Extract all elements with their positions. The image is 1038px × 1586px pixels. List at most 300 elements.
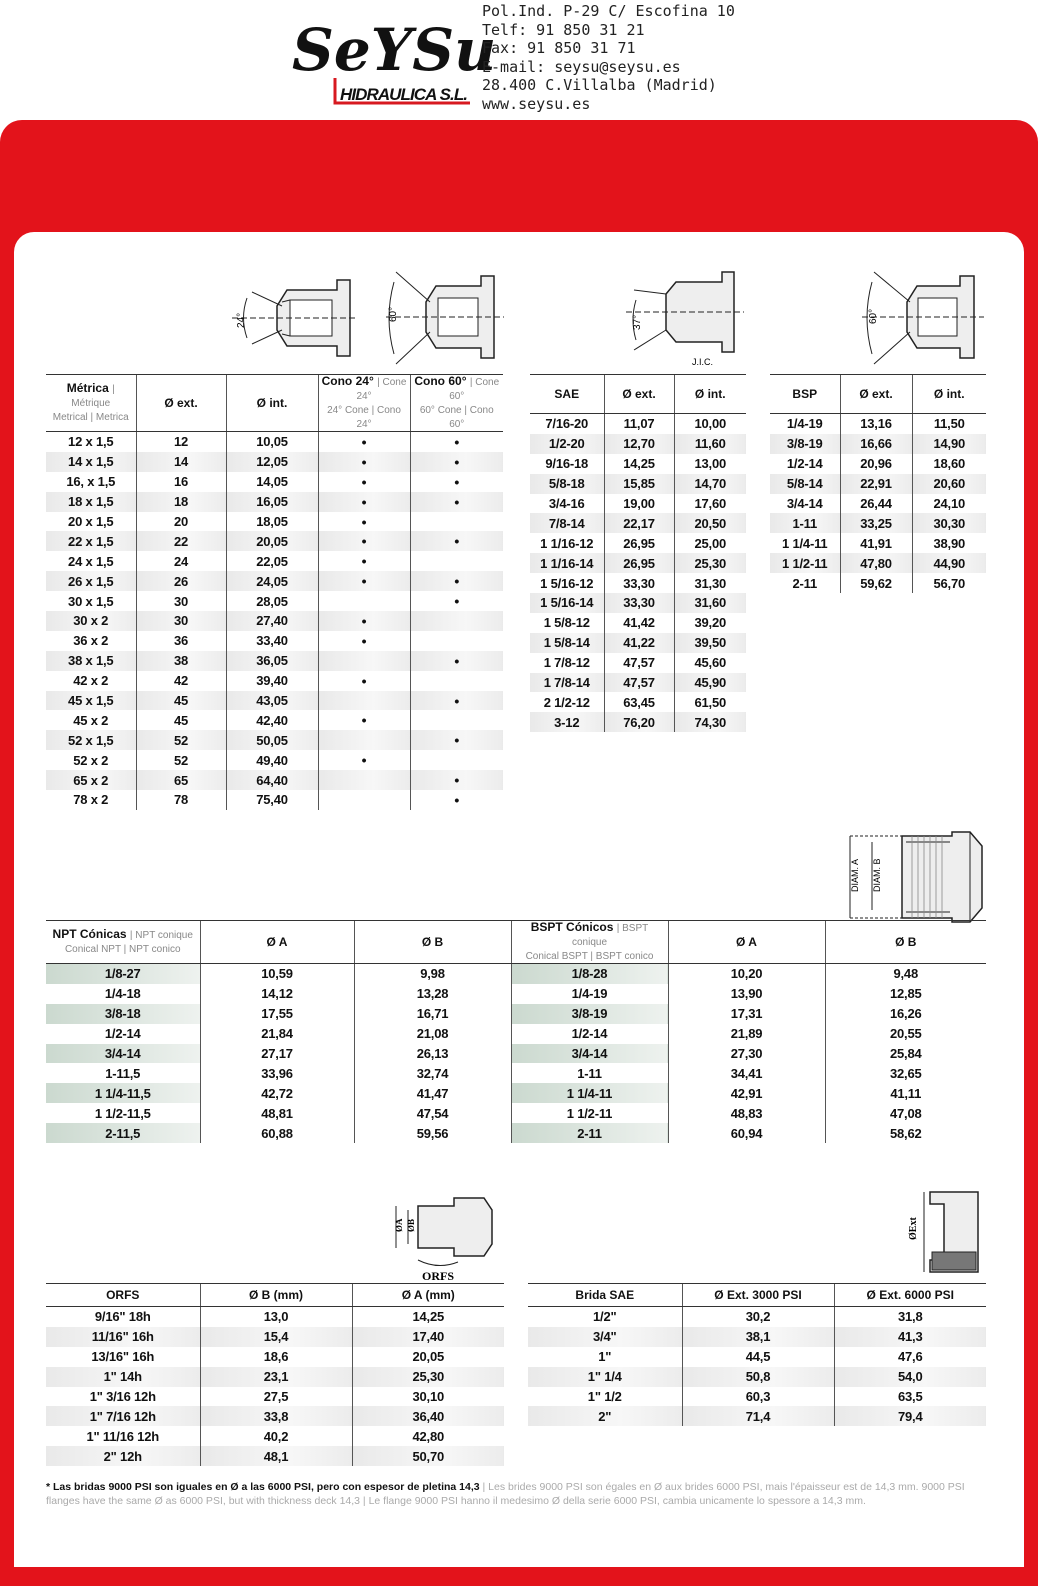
metric-cell: 18 x 1,5 (46, 492, 136, 512)
metric-cell: • (410, 591, 503, 611)
sae-cell: 41,22 (604, 633, 674, 653)
metric-cell (410, 631, 503, 651)
orfs-cell: 30,10 (352, 1387, 504, 1407)
metric-cell: 50,05 (226, 730, 318, 750)
metric-cell: 42 (136, 671, 226, 691)
metric-cell: • (318, 512, 410, 532)
bsp-cell: 44,90 (912, 553, 986, 573)
sae-cell: 1 1/16-12 (530, 533, 604, 553)
metric-row (46, 591, 503, 611)
sae-cell: 15,85 (604, 474, 674, 494)
sae-cell: 2 1/2-12 (530, 692, 604, 712)
brida-cell: 1" 1/4 (528, 1367, 682, 1387)
npt-row (46, 1103, 986, 1123)
sae-cell: 7/16-20 (530, 414, 604, 434)
sae-cell: 74,30 (674, 712, 746, 732)
npt-cell: 16,26 (825, 1004, 986, 1024)
npt-cell: 1-11 (511, 1063, 668, 1083)
footnote-rest: | Les brides 9000 PSI son égales en Ø aux brides 6000 PSI, mais l'épaisseur est de 14,3 mm. 9000 PSI flanges have the same Ø as 6000 PSI, but with thickness deck 14,3 | Le flange 9000 PSI hanno il medesimo Ø della serie 6000 PSI, cambia unicamente lo spessore a 14,3 mm. (46, 1481, 965, 1507)
metric-cell: 22 (136, 531, 226, 551)
metric-cell: • (410, 790, 503, 810)
npt-cell: 1/2-14 (511, 1024, 668, 1044)
sae-row (530, 573, 746, 593)
metric-cell: 30 (136, 611, 226, 631)
sae-cell: 1 7/8-14 (530, 673, 604, 693)
metric-row (46, 790, 503, 810)
npt-row (46, 1083, 986, 1103)
orfs-row (46, 1307, 504, 1327)
metric-cell: 16 (136, 472, 226, 492)
sae-cell: 61,50 (674, 692, 746, 712)
orfs-cell: 17,40 (352, 1327, 504, 1347)
orfs-cell: 18,6 (200, 1347, 352, 1367)
npt-cell: 21,89 (668, 1024, 825, 1044)
bsp-cell: 18,60 (912, 454, 986, 474)
orfs-cell: 9/16" 18h (46, 1307, 200, 1327)
metric-row (46, 710, 503, 730)
metric-cell: 12,05 (226, 452, 318, 472)
npt-row (46, 1004, 986, 1024)
metric-cell: 52 (136, 750, 226, 770)
npt-cell: 10,59 (200, 964, 354, 984)
sae-cell: 1 5/8-12 (530, 613, 604, 633)
bsp-cell: 1/4-19 (770, 414, 840, 434)
metric-cell: • (318, 750, 410, 770)
orfs-cell: 40,2 (200, 1426, 352, 1446)
npt-cell: 26,13 (354, 1044, 511, 1064)
npt-cell: 32,74 (354, 1063, 511, 1083)
sae-row (530, 633, 746, 653)
orfs-cell: 1" 14h (46, 1367, 200, 1387)
footnote (46, 1480, 986, 1508)
npt-cell: 9,98 (354, 964, 511, 984)
metric-cell: • (410, 472, 503, 492)
brida-cell: 44,5 (682, 1347, 834, 1367)
npt-cell: 58,62 (825, 1123, 986, 1143)
npt-cell: 21,08 (354, 1024, 511, 1044)
metric-int-header: Ø int. (226, 375, 318, 432)
npt-cell: 3/4-14 (511, 1044, 668, 1064)
brida-row (528, 1387, 986, 1407)
npt-cell: 42,72 (200, 1083, 354, 1103)
metric-cell (318, 770, 410, 790)
npt-row (46, 1024, 986, 1044)
orfs-row (46, 1367, 504, 1387)
metric-row (46, 571, 503, 591)
bsp-cell: 38,90 (912, 533, 986, 553)
npt-cell: 59,56 (354, 1123, 511, 1143)
email-link[interactable]: E-mail: seysu@seysu.es (482, 57, 681, 76)
metric-row (46, 750, 503, 770)
sae-cell: 39,20 (674, 613, 746, 633)
website-link[interactable]: www.seysu.es (482, 94, 591, 113)
bsp-cell: 1 1/2-11 (770, 553, 840, 573)
brida-cell: 1" 1/2 (528, 1387, 682, 1407)
brida-cell: 71,4 (682, 1406, 834, 1426)
metric-row (46, 452, 503, 472)
metric-row (46, 512, 503, 532)
metric-cell (410, 611, 503, 631)
bsp-int-header: Ø int. (912, 375, 986, 414)
metric-cell: 20 x 1,5 (46, 512, 136, 532)
angle-60-label: 60° (388, 306, 399, 322)
metric-cell: • (318, 452, 410, 472)
npt-cell: 41,11 (825, 1083, 986, 1103)
metric-cell: 65 x 2 (46, 770, 136, 790)
bsp-cell: 5/8-14 (770, 474, 840, 494)
metric-cell: • (318, 671, 410, 691)
sae-cell: 20,50 (674, 513, 746, 533)
metric-cell: 30 x 2 (46, 611, 136, 631)
sae-cell: 47,57 (604, 673, 674, 693)
metric-cell: • (318, 432, 410, 452)
orfs-cell: 13/16" 16h (46, 1347, 200, 1367)
jic-label: J.I.C. (692, 357, 714, 367)
bsp-cell: 56,70 (912, 573, 986, 593)
metric-cell: 39,40 (226, 671, 318, 691)
conical-thread-diagram (842, 832, 992, 932)
metric-cell: 26 (136, 571, 226, 591)
brida-sae-table (528, 1283, 986, 1426)
orfs-row (46, 1347, 504, 1367)
bsp-cell: 1/2-14 (770, 454, 840, 474)
footnote-bold: * Las bridas 9000 PSI son iguales en Ø a las 6000 PSI, pero con espesor de pletina 14,3 (46, 1481, 480, 1493)
metric-cell: 36 x 2 (46, 631, 136, 651)
sae-cell: 1 5/16-14 (530, 593, 604, 613)
orfs-cell: 23,1 (200, 1367, 352, 1387)
metric-cell (410, 750, 503, 770)
flange-diagram (898, 1186, 988, 1282)
orfs-cell: 1" 11/16 12h (46, 1426, 200, 1446)
sae-table (530, 374, 746, 732)
sae-cell: 33,30 (604, 593, 674, 613)
npt-row (46, 1063, 986, 1083)
brida-cell: 79,4 (834, 1406, 986, 1426)
sae-row (530, 494, 746, 514)
bsp-cell: 3/4-14 (770, 494, 840, 514)
npt-cell: 47,08 (825, 1103, 986, 1123)
orfs-row (46, 1446, 504, 1466)
metric-cell (410, 551, 503, 571)
npt-cell: 13,28 (354, 984, 511, 1004)
metric-cell: 27,40 (226, 611, 318, 631)
metric-cell: • (410, 730, 503, 750)
metric-cell: 52 x 1,5 (46, 730, 136, 750)
npt-cell: 1/2-14 (46, 1024, 200, 1044)
metric-cell: 45 (136, 710, 226, 730)
bspt-b-header: Ø B (825, 921, 986, 964)
npt-cell: 20,55 (825, 1024, 986, 1044)
metric-cell: 22 x 1,5 (46, 531, 136, 551)
sae-cell: 31,60 (674, 593, 746, 613)
flange-ext-label: ØExt (908, 1217, 919, 1240)
metric-cell: • (318, 631, 410, 651)
npt-cell: 41,47 (354, 1083, 511, 1103)
metric-cell: 24 (136, 551, 226, 571)
bsp-cell: 59,62 (840, 573, 912, 593)
brida-header: Brida SAE (528, 1284, 682, 1307)
sae-cell: 45,60 (674, 653, 746, 673)
bsp-angle-60-label: 60° (868, 308, 879, 324)
npt-cell: 34,41 (668, 1063, 825, 1083)
sae-cell: 10,00 (674, 414, 746, 434)
metric-cell: 45 (136, 691, 226, 711)
sae-ext-header: Ø ext. (604, 375, 674, 414)
diam-b-label: DIAM. B (872, 858, 882, 892)
brida-cell: 50,8 (682, 1367, 834, 1387)
metric-cell: 78 (136, 790, 226, 810)
brida-row (528, 1347, 986, 1367)
metric-cell (318, 790, 410, 810)
npt-cell: 12,85 (825, 984, 986, 1004)
brida-cell: 63,5 (834, 1387, 986, 1407)
metric-cell: 24,05 (226, 571, 318, 591)
brida-cell: 2" (528, 1406, 682, 1426)
orfs-cell: 25,30 (352, 1367, 504, 1387)
orfs-cell: 1" 3/16 12h (46, 1387, 200, 1407)
metric-cell: 14,05 (226, 472, 318, 492)
orfs-cell: 33,8 (200, 1406, 352, 1426)
sae-cell: 9/16-18 (530, 454, 604, 474)
bsp-cell: 11,50 (912, 414, 986, 434)
metric-cell: • (318, 492, 410, 512)
metric-cell: 45 x 1,5 (46, 691, 136, 711)
npt-cell: 42,91 (668, 1083, 825, 1103)
bspt-a-header: Ø A (668, 921, 825, 964)
metric-cell: 43,05 (226, 691, 318, 711)
sae-cell: 11,60 (674, 434, 746, 454)
metric-cell: 16,05 (226, 492, 318, 512)
metric-cell (410, 710, 503, 730)
orfs-row (46, 1406, 504, 1426)
bsp-row (770, 454, 986, 474)
metric-row (46, 551, 503, 571)
orfs-cell: 42,80 (352, 1426, 504, 1446)
sae-cell: 1 5/16-12 (530, 573, 604, 593)
sae-cell: 33,30 (604, 573, 674, 593)
brida-cell: 1/2" (528, 1307, 682, 1327)
sae-row (530, 474, 746, 494)
metric-cell: 42 x 2 (46, 671, 136, 691)
npt-cell: 25,84 (825, 1044, 986, 1064)
bsp-row (770, 434, 986, 454)
brida-6000-header: Ø Ext. 6000 PSI (834, 1284, 986, 1307)
orfs-cell: 36,40 (352, 1406, 504, 1426)
npt-cell: 1/4-19 (511, 984, 668, 1004)
sae-cell: 26,95 (604, 553, 674, 573)
metric-cell: • (318, 472, 410, 492)
metric-cell: 18 (136, 492, 226, 512)
npt-cell: 47,54 (354, 1103, 511, 1123)
npt-cell: 2-11 (511, 1123, 668, 1143)
npt-cell: 9,48 (825, 964, 986, 984)
npt-cell: 1/8-28 (511, 964, 668, 984)
metric-cell: 45 x 2 (46, 710, 136, 730)
metric-cell: 52 (136, 730, 226, 750)
bsp-cell: 2-11 (770, 573, 840, 593)
orfs-diagram-label: ORFS (422, 1269, 455, 1283)
metric-cell: • (410, 651, 503, 671)
sae-cell: 12,70 (604, 434, 674, 454)
sae-row (530, 673, 746, 693)
address: Pol.Ind. P-29 C/ Escofina 10 (482, 2, 735, 20)
brida-cell: 60,3 (682, 1387, 834, 1407)
metric-row (46, 730, 503, 750)
sae-cell: 11,07 (604, 414, 674, 434)
sae-cell: 7/8-14 (530, 513, 604, 533)
npt-header: NPT Cónicas | NPT conique Conical NPT | NPT conico (46, 921, 200, 964)
metric-cell: • (318, 571, 410, 591)
npt-cell: 2-11,5 (46, 1123, 200, 1143)
metric-cell (410, 512, 503, 532)
metric-row (46, 611, 503, 631)
brida-cell: 38,1 (682, 1327, 834, 1347)
metric-cell: 28,05 (226, 591, 318, 611)
metric-cell: 65 (136, 770, 226, 790)
brida-cell: 54,0 (834, 1367, 986, 1387)
metric-cell: • (410, 531, 503, 551)
contact-block (482, 2, 735, 113)
brida-cell: 41,3 (834, 1327, 986, 1347)
metric-cell: 12 (136, 432, 226, 452)
sae-row (530, 533, 746, 553)
npt-row (46, 1123, 986, 1143)
metric-cell: • (410, 432, 503, 452)
metric-cell (318, 591, 410, 611)
angle-37-label: 37° (632, 314, 643, 330)
npt-cell: 60,94 (668, 1123, 825, 1143)
npt-a-header: Ø A (200, 921, 354, 964)
npt-cell: 3/4-14 (46, 1044, 200, 1064)
metric-cell: 16, x 1,5 (46, 472, 136, 492)
bsp-row (770, 474, 986, 494)
sae-cell: 47,57 (604, 653, 674, 673)
sae-cell: 5/8-18 (530, 474, 604, 494)
orfs-cell: 14,25 (352, 1307, 504, 1327)
orfs-a-header: Ø A (mm) (352, 1284, 504, 1307)
orfs-cell: 15,4 (200, 1327, 352, 1347)
city: 28.400 C.Villalba (Madrid) (482, 76, 717, 94)
sae-row (530, 513, 746, 533)
sae-cell: 1 7/8-12 (530, 653, 604, 673)
cone24-header: Cono 24° | Cone 24° 24° Cone | Cono 24° (318, 375, 410, 432)
metric-cell: • (410, 571, 503, 591)
npt-bspt-table (46, 920, 986, 1143)
fax: Fax: 91 850 31 71 (482, 39, 636, 57)
bsp-ext-header: Ø ext. (840, 375, 912, 414)
sae-cell: 63,45 (604, 692, 674, 712)
npt-cell: 3/8-19 (511, 1004, 668, 1024)
orfs-cell: 48,1 (200, 1446, 352, 1466)
metric-cell: 24 x 1,5 (46, 551, 136, 571)
metric-table (46, 374, 503, 810)
bottom-band (0, 1567, 1038, 1586)
orfs-cell: 27,5 (200, 1387, 352, 1407)
npt-cell: 1-11,5 (46, 1063, 200, 1083)
orfs-table (46, 1283, 504, 1466)
npt-cell: 1 1/2-11 (511, 1103, 668, 1123)
npt-cell: 32,65 (825, 1063, 986, 1083)
bsp-cell: 3/8-19 (770, 434, 840, 454)
metric-cell: • (410, 691, 503, 711)
sae-cell: 41,42 (604, 613, 674, 633)
bsp-cell: 20,60 (912, 474, 986, 494)
sae-cell: 1/2-20 (530, 434, 604, 454)
sae-row (530, 434, 746, 454)
orfs-cell: 2" 12h (46, 1446, 200, 1466)
bsp-row (770, 513, 986, 533)
orfs-cell: 50,70 (352, 1446, 504, 1466)
sae-row (530, 712, 746, 732)
sae-row (530, 593, 746, 613)
sae-cell: 1 5/8-14 (530, 633, 604, 653)
metric-row (46, 631, 503, 651)
orfs-header: ORFS (46, 1284, 200, 1307)
bsp-cell: 13,16 (840, 414, 912, 434)
metric-cell: 52 x 2 (46, 750, 136, 770)
phone: Telf: 91 850 31 21 (482, 20, 645, 39)
metric-cell: 22,05 (226, 551, 318, 571)
npt-cell: 13,90 (668, 984, 825, 1004)
npt-cell: 1/4-18 (46, 984, 200, 1004)
sae-cell: 3/4-16 (530, 494, 604, 514)
metric-row (46, 651, 503, 671)
brida-row (528, 1406, 986, 1426)
sae-cell: 25,00 (674, 533, 746, 553)
bsp-60-diagram (862, 272, 987, 372)
bspt-header: BSPT Cónicos | BSPT conique Conical BSPT | BSPT conico (511, 921, 668, 964)
metric-cell: 64,40 (226, 770, 318, 790)
brida-row (528, 1307, 986, 1327)
metric-cell: • (318, 551, 410, 571)
metric-cell: 33,40 (226, 631, 318, 651)
metric-cell: 30 (136, 591, 226, 611)
orfs-row (46, 1426, 504, 1446)
npt-row (46, 984, 986, 1004)
npt-cell: 60,88 (200, 1123, 354, 1143)
metric-cell: 20,05 (226, 531, 318, 551)
bsp-cell: 16,66 (840, 434, 912, 454)
bsp-cell: 33,25 (840, 513, 912, 533)
metric-row (46, 691, 503, 711)
metric-cell: 14 x 1,5 (46, 452, 136, 472)
orfs-cell: 11/16" 16h (46, 1327, 200, 1347)
sae-row (530, 613, 746, 633)
sae-row (530, 414, 746, 434)
bsp-cell: 41,91 (840, 533, 912, 553)
bsp-cell: 1-11 (770, 513, 840, 533)
metric-cell: 30 x 1,5 (46, 591, 136, 611)
metric-row (46, 770, 503, 790)
diam-a-label: DIAM. A (850, 858, 860, 892)
sae-cell: 19,00 (604, 494, 674, 514)
npt-cell: 14,12 (200, 984, 354, 1004)
orfs-oa-label: ØA (394, 1218, 404, 1232)
sae-cell: 17,60 (674, 494, 746, 514)
sae-cell: 26,95 (604, 533, 674, 553)
sae-cell: 22,17 (604, 513, 674, 533)
npt-cell: 1 1/4-11,5 (46, 1083, 200, 1103)
metric-cell: • (410, 492, 503, 512)
metric-cell: • (410, 452, 503, 472)
metric-row (46, 531, 503, 551)
bsp-row (770, 494, 986, 514)
metric-cell: 36,05 (226, 651, 318, 671)
jic-37-diagram (626, 272, 746, 368)
seysu-logo (290, 8, 497, 108)
npt-cell: 21,84 (200, 1024, 354, 1044)
orfs-row (46, 1327, 504, 1347)
